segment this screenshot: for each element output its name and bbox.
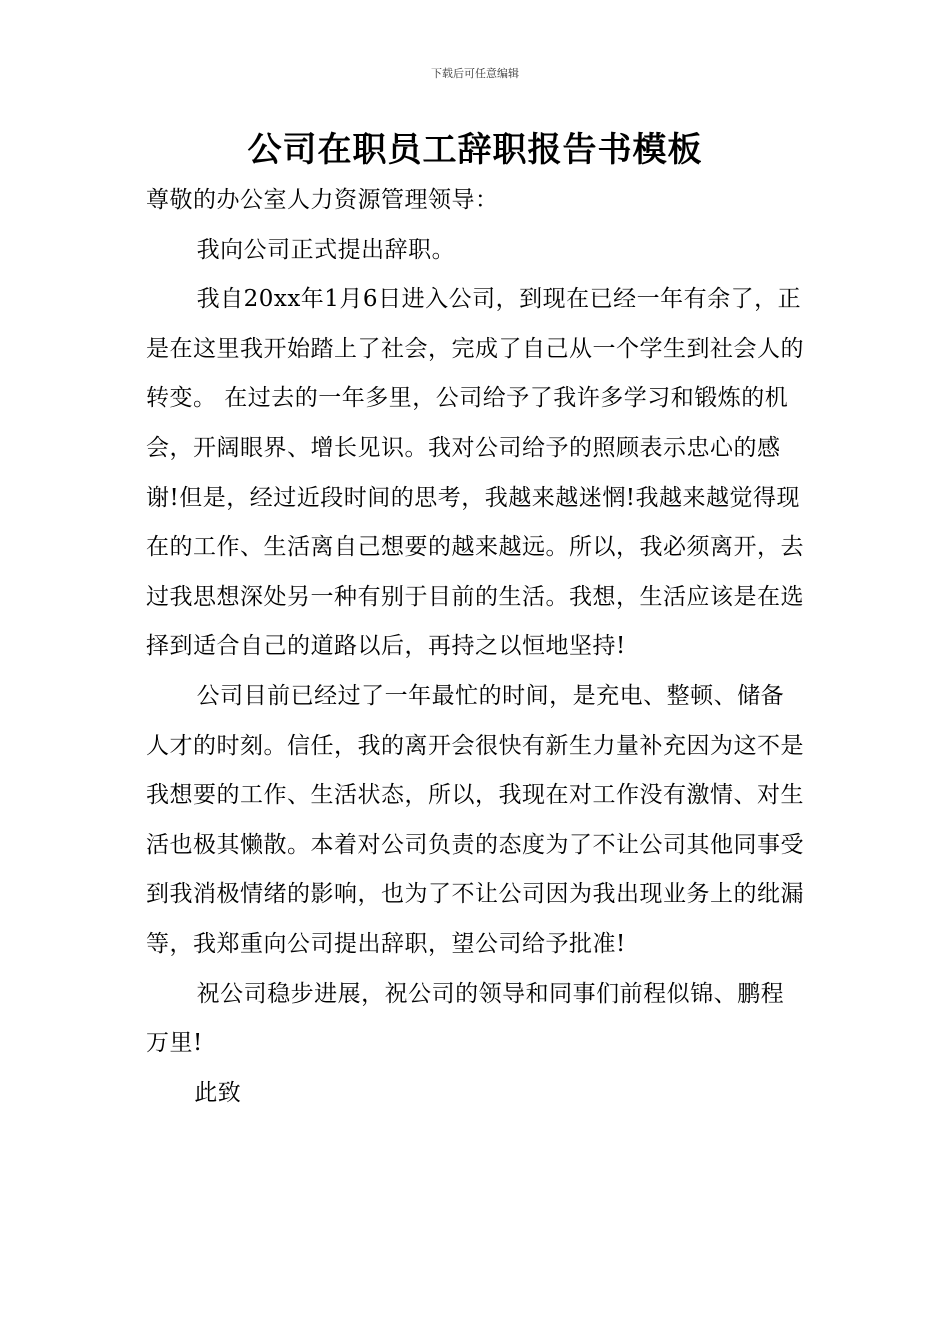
paragraph-wishes: 祝公司稳步进展，祝公司的领导和同事们前程似锦、鹏程万里! xyxy=(146,980,785,1057)
closing-phrase: 此致 xyxy=(194,1079,242,1106)
paragraph-reason: 公司目前已经过了一年最忙的时间，是充电、整顿、储备人才的时刻。信任，我的离开会很快有新生力量补充因为这不是我想要的工作、生活状态，所以，我现在对工作没有激情、对生活也极其懒散。本着对公司负责的态度为了不让公司其他同事受到我消极情绪的影响，也为了不让公司因为我出现业务上的纰漏等，我郑重向公司提出辞职，望公司给予批准! xyxy=(146,682,804,957)
paragraph-resignation-statement: 我向公司正式提出辞职。 xyxy=(196,236,456,263)
paragraph-background: 我自20xx年1月6日进入公司，到现在已经一年有余了，正是在这里我开始踏上了社会，完成了自己从一个学生到社会人的转变。 在过去的一年多里，公司给予了我许多学习和锻炼的机会，开阔眼界、增长见识。我对公司给予的照顾表示忠心的感谢!但是，经过近段时间的思考，我越来越迷惘!我越来越觉得现在的工作、生活离自己想要的越来越远。所以，我必须离开，去过我思想深处另一种有别于目前的生活。我想，生活应该是在选择到适合自己的道路以后，再持之以恒地坚持! xyxy=(146,286,804,660)
header-note: 下载后可任意编辑 xyxy=(431,67,519,80)
document-title: 公司在职员工辞职报告书模板 xyxy=(247,130,703,170)
letter-body xyxy=(146,176,806,1118)
salutation: 尊敬的办公室人力资源管理领导： xyxy=(146,187,499,213)
